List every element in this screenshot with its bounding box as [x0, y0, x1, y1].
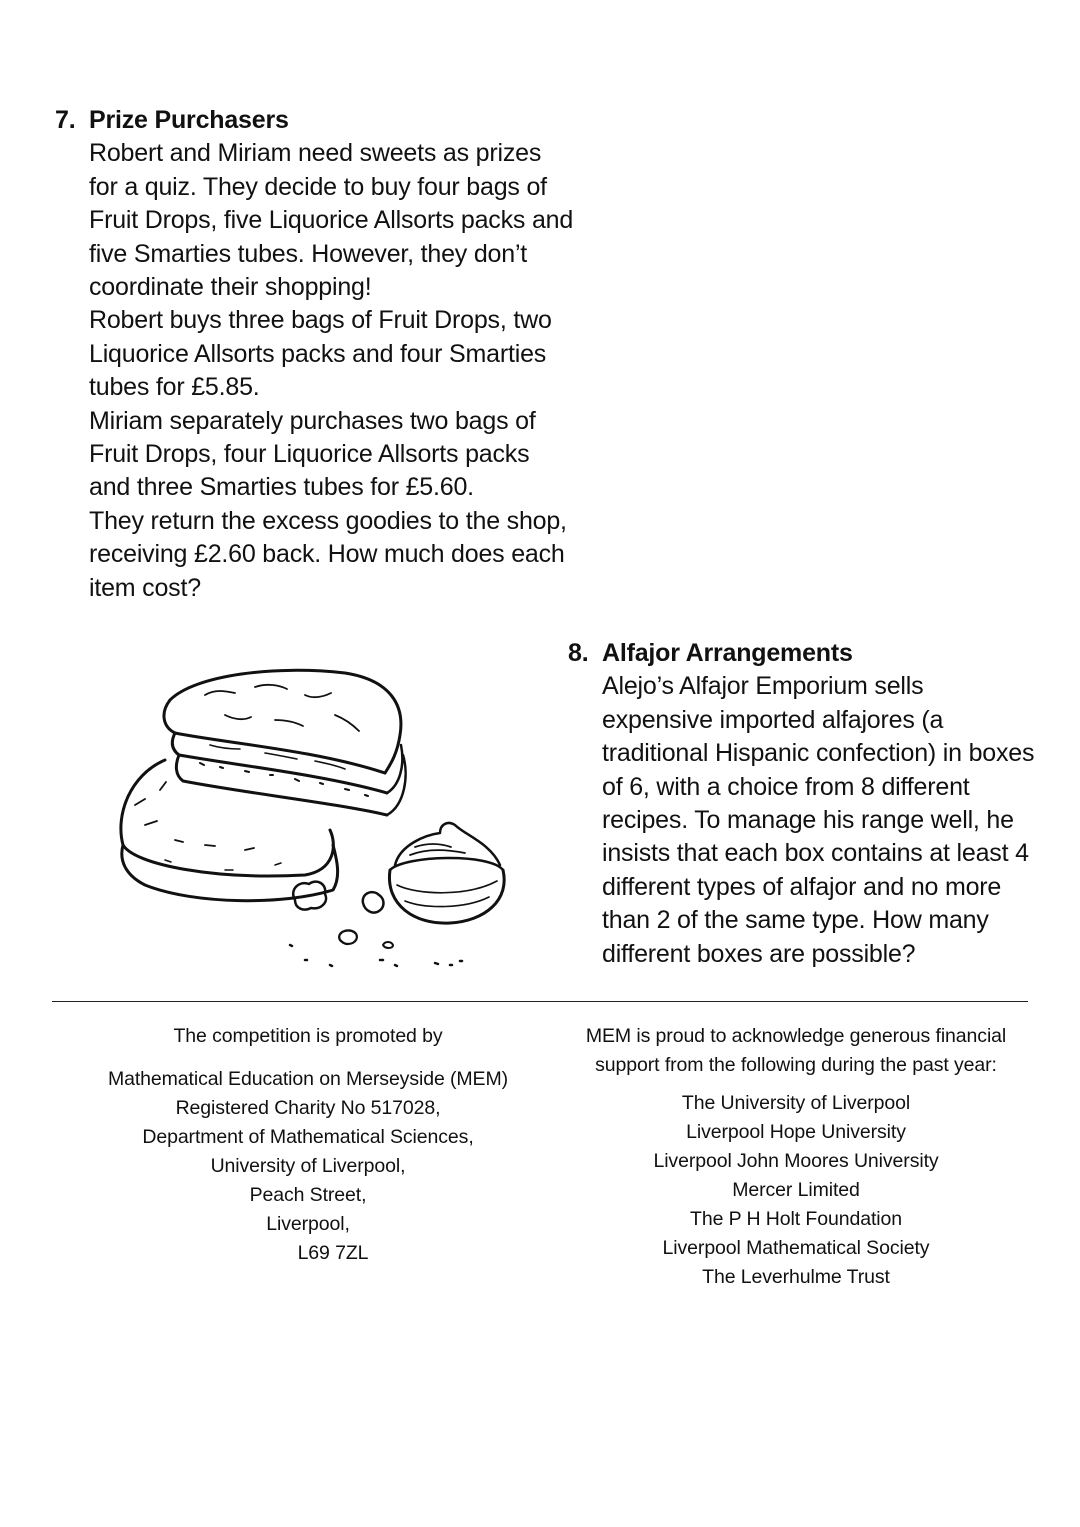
sponsor-item: The Leverhulme Trust: [702, 1266, 890, 1288]
sponsors-intro: MEM is proud to acknowledge generous financial support from the following during the past year:: [585, 1025, 1007, 1076]
promoter-line: Mathematical Education on Merseyside (MEM): [107, 1068, 509, 1090]
bowl-drawing: [389, 823, 504, 923]
alfajor-illustration: [105, 665, 525, 980]
sponsor-item: Mercer Limited: [732, 1179, 860, 1201]
sponsor-item: Liverpool John Moores University: [653, 1150, 939, 1172]
footer-promoter: [60, 1022, 556, 1268]
problem-7-paragraph: Robert and Miriam need sweets as prizes for a quiz. They decide to buy four bags of Fruit Drops, five Liquorice Allsorts packs and five Smarties tubes. However, they don’t coordinate their shopping!: [89, 139, 574, 302]
promoter-line: Liverpool,: [266, 1213, 350, 1235]
promoter-line: Department of Mathematical Sciences,: [142, 1126, 474, 1148]
problem-7: [55, 104, 575, 605]
promoter-line: University of Liverpool,: [210, 1155, 406, 1177]
bottom-cookie-drawing: [121, 760, 338, 901]
problem-8-paragraph: Alejo’s Alfajor Emporium sells expensive imported alfajores (a traditional Hispanic confection) in boxes of 6, with a choice from 8 different recipes. To manage his range well, he insists that each box contains at least 4 different types of alfajor and no more than 2 of the same type. How many different boxes are possible?: [602, 672, 1035, 968]
promoter-line: Registered Charity No 517028,: [175, 1097, 441, 1119]
promoter-postcode: L69 7ZL: [297, 1242, 369, 1264]
problem-7-paragraph: Miriam separately purchases two bags of Fruit Drops, four Liquorice Allsorts packs and three Smarties tubes for £5.60.: [89, 406, 536, 502]
problem-7-title: Prize Purchasers: [89, 106, 289, 134]
problem-7-heading: [55, 104, 575, 137]
problem-8-title: Alfajor Arrangements: [602, 639, 853, 667]
sponsor-item: The University of Liverpool: [681, 1092, 911, 1114]
footer-divider: [52, 1001, 1028, 1002]
promoter-line: Peach Street,: [249, 1184, 367, 1206]
promoter-intro: The competition is promoted by: [173, 1025, 443, 1047]
sponsor-item: Liverpool Hope University: [686, 1121, 906, 1143]
problem-8-heading: [568, 637, 1038, 670]
sponsor-item: The P H Holt Foundation: [690, 1208, 902, 1230]
problem-7-number: 7.: [55, 106, 76, 134]
problem-8: [568, 637, 1038, 971]
problem-7-paragraph: Robert buys three bags of Fruit Drops, two Liquorice Allsorts packs and four Smarties tubes for £5.85.: [89, 306, 552, 402]
problem-7-paragraph: They return the excess goodies to the shop, receiving £2.60 back. How much does each item cost?: [89, 506, 567, 602]
sponsor-item: Liverpool Mathematical Society: [662, 1237, 930, 1259]
problem-8-number: 8.: [568, 639, 589, 667]
sandwich-cookie-drawing: [164, 670, 406, 815]
footer-sponsors: [575, 1022, 1017, 1292]
